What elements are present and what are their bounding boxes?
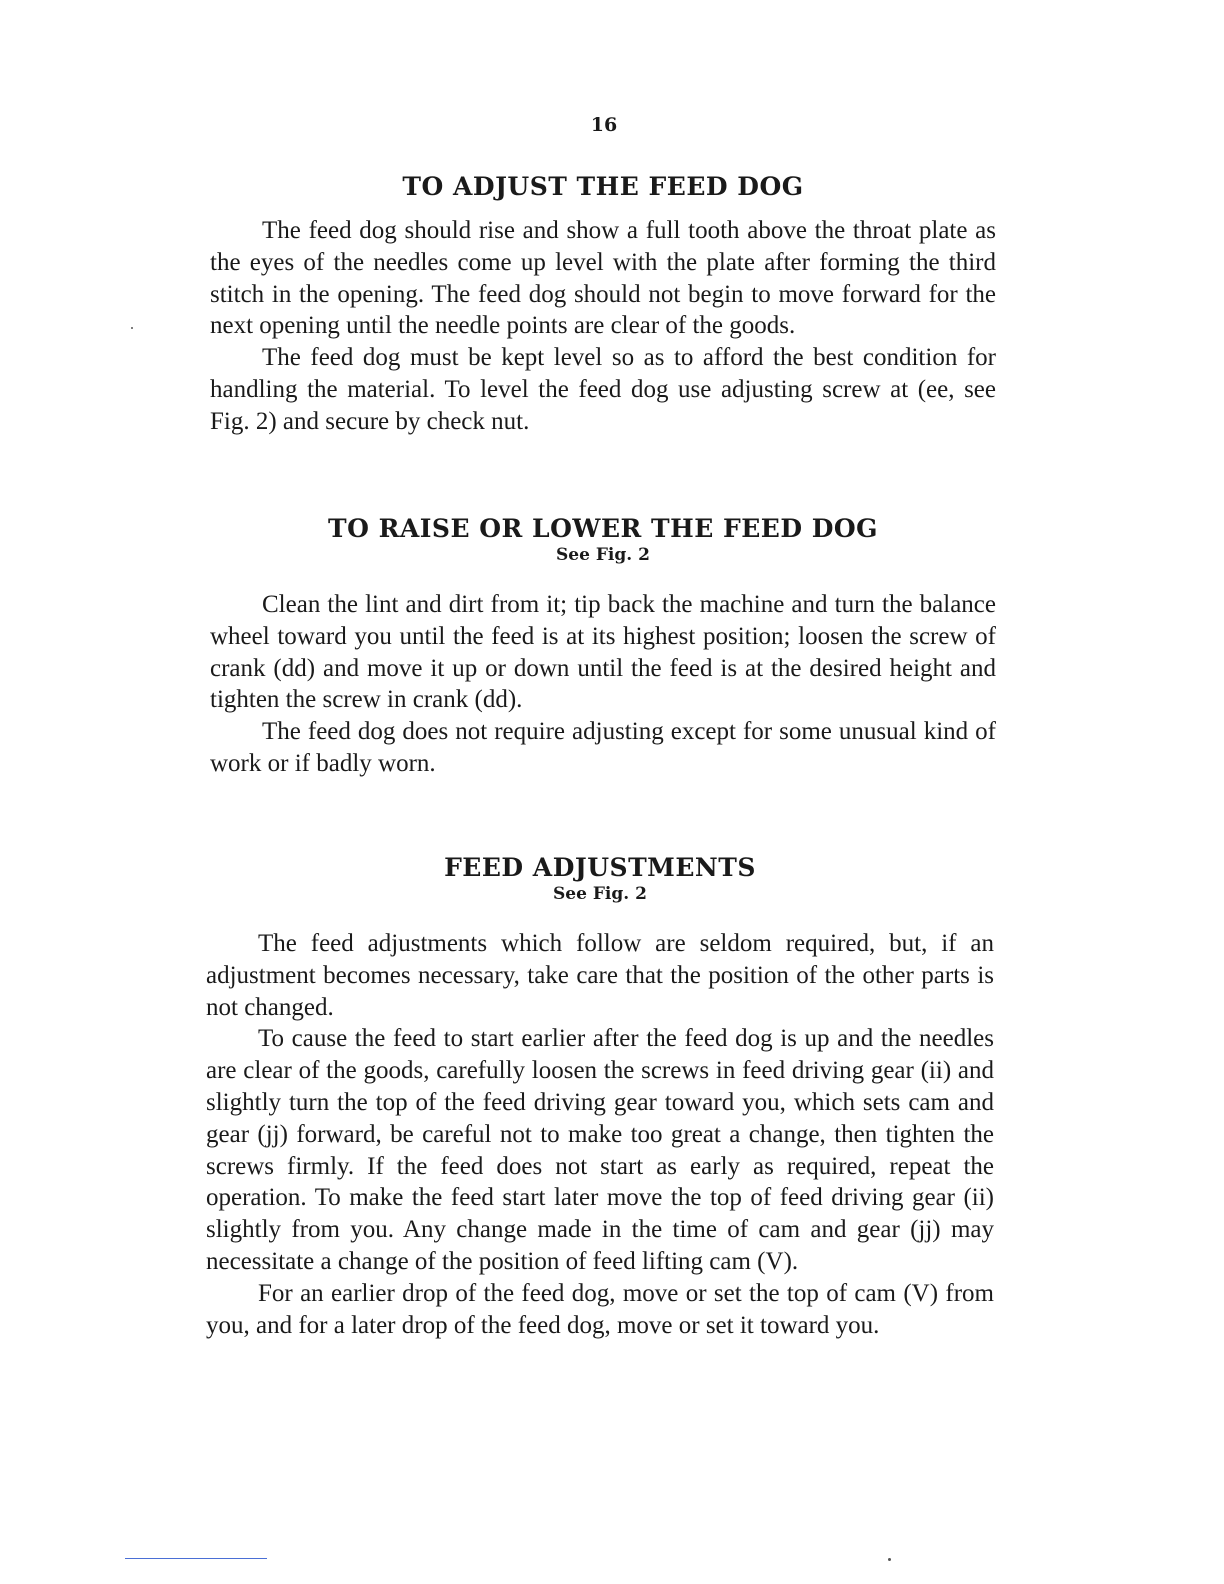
section-figure-reference: See Fig. 2 [556, 545, 650, 565]
section-figure-reference: See Fig. 2 [553, 884, 647, 904]
section-heading: FEED ADJUSTMENTS [444, 853, 756, 882]
paragraph: The feed dog should rise and show a full tooth above the throat plate as the eyes of the needles come up level with the plate after forming the third stitch in the opening. The feed dog should not begin to move forward for the next opening until the needle points are clear of the goods. [210, 217, 996, 340]
scan-speck [888, 1558, 891, 1561]
paragraph: For an earlier drop of the feed dog, move or set the top of cam (V) from you, and for a later drop of the feed dog, move or set it toward you. [206, 1279, 994, 1339]
paragraph: The feed dog does not require adjusting except for some unusual kind of work or if badly worn. [210, 718, 996, 777]
section-feed-adjustments [206, 853, 994, 1341]
section-adjust-feed-dog [210, 172, 996, 438]
footnote-rule [125, 1558, 267, 1559]
page-number: 16 [590, 114, 618, 136]
scan-speck [131, 327, 133, 329]
section-heading: TO ADJUST THE FEED DOG [402, 172, 804, 201]
paragraph: To cause the feed to start earlier after the feed dog is up and the needles are clear of the goods, carefully loosen the screws in feed driving gear (ii) and slightly turn the top of the feed driving gear toward you, which sets cam and gear (jj) forward, be careful not to make too great a change, then tighten the screws firmly. If the feed does not start as early as required, repeat the operation. To make the feed start later move the top of feed driving gear (ii) slightly from you. Any change made in the time of cam and gear (jj) may necessitate a change of the position of feed lifting cam (V). [206, 1025, 994, 1275]
section-raise-lower-feed-dog [210, 514, 996, 780]
paragraph: Clean the lint and dirt from it; tip back the machine and turn the balance wheel toward you until the feed is at its highest position; loosen the screw of crank (dd) and move it up or down until the feed is at the desired height and tighten the screw in crank (dd). [210, 591, 996, 714]
paragraph: The feed adjustments which follow are seldom required, but, if an adjustment becomes necessary, take care that the position of the other parts is not changed. [206, 930, 994, 1021]
section-heading: TO RAISE OR LOWER THE FEED DOG [327, 514, 879, 543]
paragraph: The feed dog must be kept level so as to afford the best condition for handling the material. To level the feed dog use adjusting screw at (ee, see Fig. 2) and secure by check nut. [210, 344, 996, 435]
